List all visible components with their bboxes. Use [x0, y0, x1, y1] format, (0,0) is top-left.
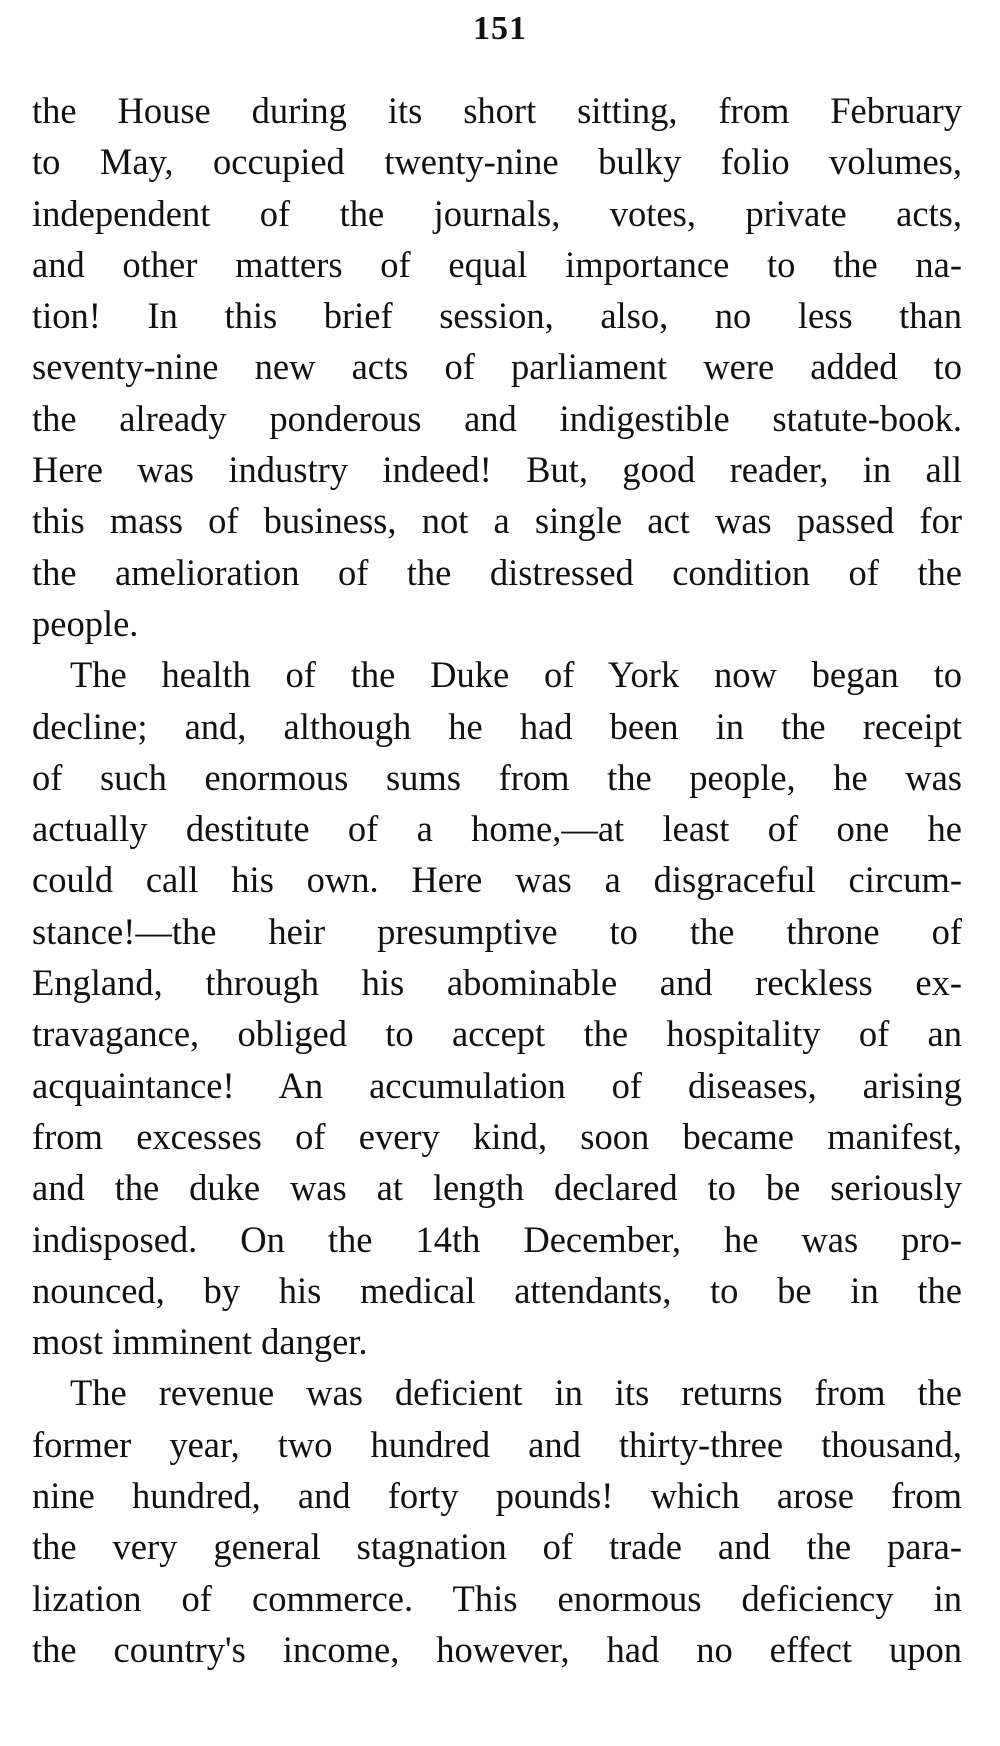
- text-line: nine hundred, and forty pounds! which arose from: [32, 1475, 962, 1517]
- text-line: could call his own. Here was a disgraceful circum-: [32, 859, 962, 901]
- text-line: and the duke was at length declared to be seriously: [32, 1167, 962, 1209]
- text-line: The health of the Duke of York now began to: [70, 654, 962, 696]
- text-line: former year, two hundred and thirty-three thousand,: [32, 1423, 962, 1465]
- text-line: tion! In this brief session, also, no less than: [32, 295, 962, 337]
- text-line: to May, occupied twenty-nine bulky folio volumes,: [32, 141, 962, 183]
- text-line: lization of commerce. This enormous deficiency in: [32, 1577, 962, 1619]
- text-line: England, through his abominable and reckless ex-: [32, 962, 962, 1004]
- text-line: acquaintance! An accumulation of diseases, arising: [32, 1064, 962, 1106]
- text-line: decline; and, although he had been in the receipt: [32, 705, 962, 747]
- text-line: this mass of business, not a single act was passed for: [32, 500, 962, 542]
- text-line: people.: [32, 602, 139, 644]
- text-line: actually destitute of a home,—at least of one he: [32, 808, 962, 850]
- text-line: the country's income, however, had no effect upon: [32, 1628, 962, 1670]
- text-line: the amelioration of the distressed condition of the: [32, 551, 962, 593]
- page-number: 151: [473, 10, 527, 47]
- text-line: and other matters of equal importance to the na-: [32, 243, 962, 285]
- paragraph: [32, 649, 962, 1367]
- text-line: Here was industry indeed! But, good reader, in all: [32, 449, 962, 491]
- text-line: from excesses of every kind, soon became manifest,: [32, 1115, 962, 1157]
- text-line: the House during its short sitting, from February: [32, 90, 962, 131]
- text-line: the already ponderous and indigestible statute-book.: [32, 397, 962, 439]
- text-line: the very general stagnation of trade and the para-: [32, 1526, 962, 1568]
- text-line: indisposed. On the 14th December, he was pro-: [32, 1218, 962, 1260]
- text-line: The revenue was deficient in its returns from the: [70, 1372, 962, 1414]
- text-line: travagance, obliged to accept the hospitality of an: [32, 1013, 962, 1055]
- text-line: of such enormous sums from the people, he was: [32, 756, 962, 798]
- text-line: nounced, by his medical attendants, to be in the: [32, 1269, 962, 1311]
- paragraph: [32, 85, 962, 649]
- text-line: most imminent danger.: [32, 1321, 368, 1363]
- paragraph: [32, 1367, 962, 1675]
- text-line: seventy-nine new acts of parliament were added to: [32, 346, 962, 388]
- text-line: independent of the journals, votes, private acts,: [32, 192, 962, 234]
- body-text: [32, 85, 962, 1675]
- text-line: stance!—the heir presumptive to the throne of: [32, 910, 962, 952]
